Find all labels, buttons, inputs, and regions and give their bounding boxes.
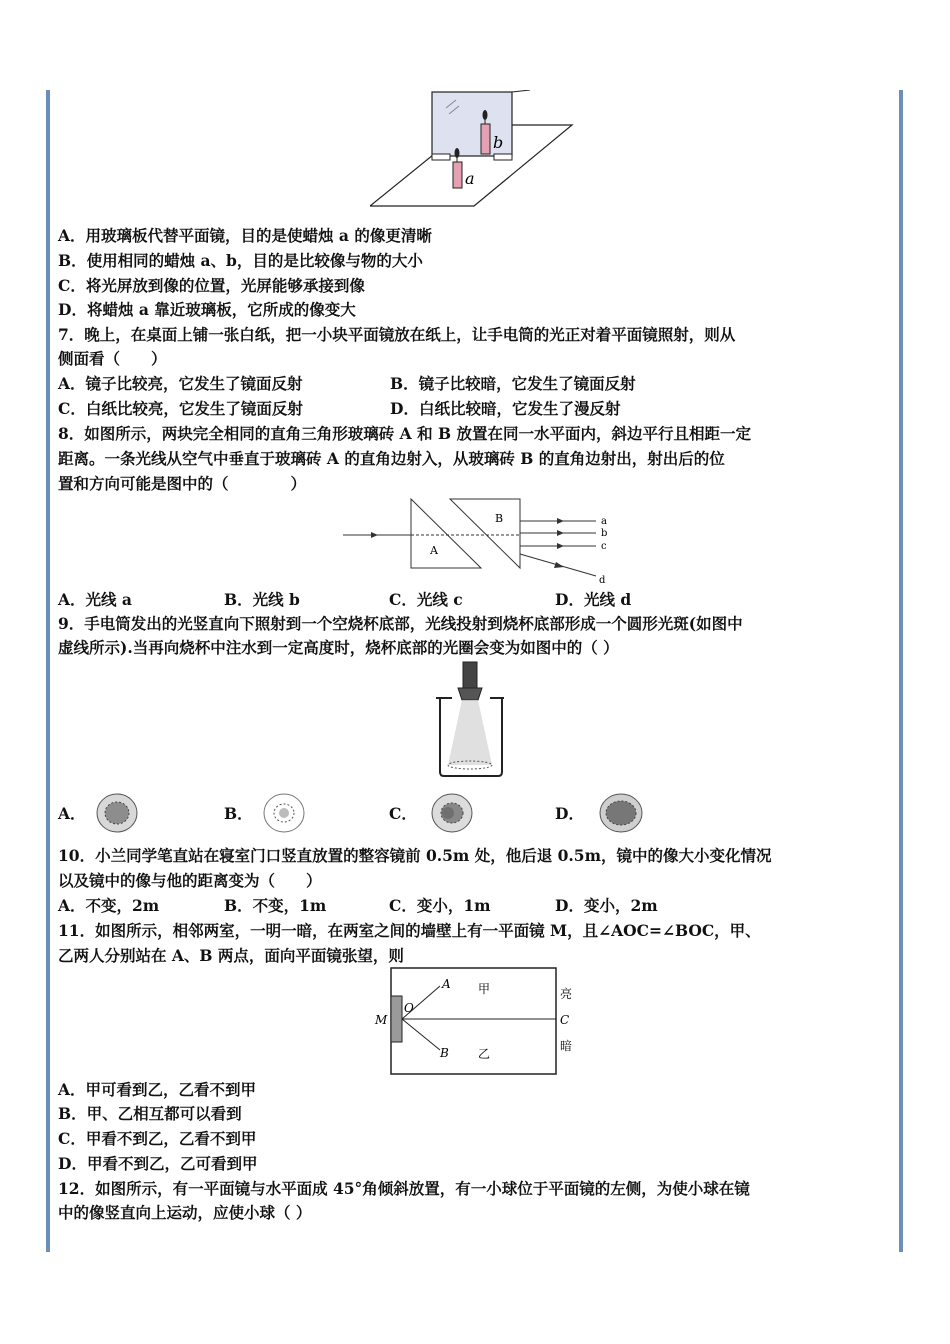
q11-label-M: M (375, 1013, 388, 1027)
q11-label-O: O (404, 1001, 414, 1015)
q8-option-d: D．光线 d (555, 590, 632, 609)
q11-label-yi: 乙 (478, 1047, 491, 1061)
page-border-right (899, 90, 903, 1252)
q8-label-b: b (601, 528, 608, 539)
q11-label-liang: 亮 (560, 987, 573, 1001)
q6-option-c: C．将光屏放到像的位置，光屏能够承接到像 (58, 276, 365, 295)
q11-option-c: C．甲看不到乙，乙看不到甲 (58, 1129, 257, 1148)
q11-label-an: 暗 (560, 1039, 573, 1053)
q10-stem-line-1: 10．小兰同学笔直站在寝室门口竖直放置的整容镜前 0.5m 处，他后退 0.5m，镜中的像大小变化情况 (58, 846, 772, 865)
q11-label-jia: 甲 (478, 982, 491, 996)
q8-label-B: B (495, 512, 504, 525)
q8-option-c: C．光线 c (389, 590, 463, 609)
q9-option-c: C． (389, 804, 417, 823)
q6-option-d: D．将蜡烛 a 靠近玻璃板，它所成的像变大 (58, 300, 356, 319)
q9-option-b-image (262, 792, 306, 834)
q9-option-c-image (430, 792, 474, 834)
q11-option-d: D．甲看不到乙，乙可看到甲 (58, 1154, 258, 1173)
q7-option-c: C．白纸比较亮，它发生了镜面反射 (58, 399, 303, 418)
q11-label-A: A (442, 977, 451, 991)
q10-option-b: B．不变，1m (224, 896, 327, 915)
q12-stem-line-1: 12．如图所示，有一平面镜与水平面成 45°角倾斜放置，有一小球位于平面镜的左侧，为使小球在镜 (58, 1179, 750, 1198)
q7-option-a: A．镜子比较亮，它发生了镜面反射 (58, 374, 303, 393)
q8-stem-line-1: 8．如图所示，两块完全相同的直角三角形玻璃砖 A 和 B 放置在同一水平面内，斜边平行且相距一定 (58, 424, 751, 443)
q7-stem-line-1: 7．晚上，在桌面上铺一张白纸，把一小块平面镜放在纸上，让手电筒的光正对着平面镜照射，则从 (58, 325, 736, 344)
q11-figure (370, 966, 580, 1078)
q9-option-a-image (95, 792, 139, 834)
q7-option-d: D．白纸比较暗，它发生了漫反射 (390, 399, 621, 418)
q8-option-a: A．光线 a (58, 590, 132, 609)
q8-label-A: A (430, 544, 438, 557)
q8-label-d: d (599, 575, 606, 586)
q8-option-b: B．光线 b (224, 590, 300, 609)
q12-stem-line-2: 中的像竖直向上运动，应使小球（ ） (58, 1203, 312, 1222)
q10-stem-line-2: 以及镜中的像与他的距离变为（ ） (58, 871, 322, 890)
q9-option-a: A． (58, 804, 86, 823)
q11-stem-line-2: 乙两人分别站在 A、B 两点，面向平面镜张望，则 (58, 946, 404, 965)
q6-figure (370, 90, 580, 210)
q8-label-c: c (601, 541, 607, 552)
q11-label-C: C (560, 1013, 570, 1027)
q11-label-B: B (440, 1046, 449, 1060)
q9-option-b: B． (224, 804, 253, 823)
q10-option-a: A．不变，2m (58, 896, 160, 915)
q8-stem-line-3: 置和方向可能是图中的（ ） (58, 474, 307, 493)
q6-label-a: a (465, 169, 475, 188)
q11-option-b: B．甲、乙相互都可以看到 (58, 1104, 242, 1123)
q6-label-b: b (493, 133, 504, 152)
q6-option-b: B．使用相同的蜡烛 a、b，目的是比较像与物的大小 (58, 251, 423, 270)
q9-figure (432, 660, 512, 780)
q8-label-a: a (601, 516, 607, 527)
q10-option-d: D．变小，2m (555, 896, 658, 915)
q8-figure (338, 494, 628, 594)
q9-stem-line-2: 虚线所示).当再向烧杯中注水到一定高度时，烧杯底部的光圈会变为如图中的（ ） (58, 638, 619, 657)
q9-option-d-image (598, 792, 644, 834)
q11-option-a: A．甲可看到乙，乙看不到甲 (58, 1080, 257, 1099)
q7-option-b: B．镜子比较暗，它发生了镜面反射 (390, 374, 636, 393)
q11-stem-line-1: 11．如图所示，相邻两室，一明一暗，在两室之间的墙壁上有一平面镜 M，且∠AOC=∠BOC，甲、 (58, 921, 761, 940)
q8-stem-line-2: 距离。一条光线从空气中垂直于玻璃砖 A 的直角边射入，从玻璃砖 B 的直角边射出，射出后的位 (58, 449, 725, 468)
page-border-left (46, 90, 50, 1252)
q9-stem-line-1: 9．手电筒发出的光竖直向下照射到一个空烧杯底部，光线投射到烧杯底部形成一个圆形光斑(如图中 (58, 614, 743, 633)
q7-stem-line-2: 侧面看（ ） (58, 349, 167, 368)
q6-option-a: A．用玻璃板代替平面镜，目的是使蜡烛 a 的像更清晰 (58, 226, 432, 245)
q10-option-c: C．变小，1m (389, 896, 491, 915)
q9-option-d: D． (555, 804, 584, 823)
